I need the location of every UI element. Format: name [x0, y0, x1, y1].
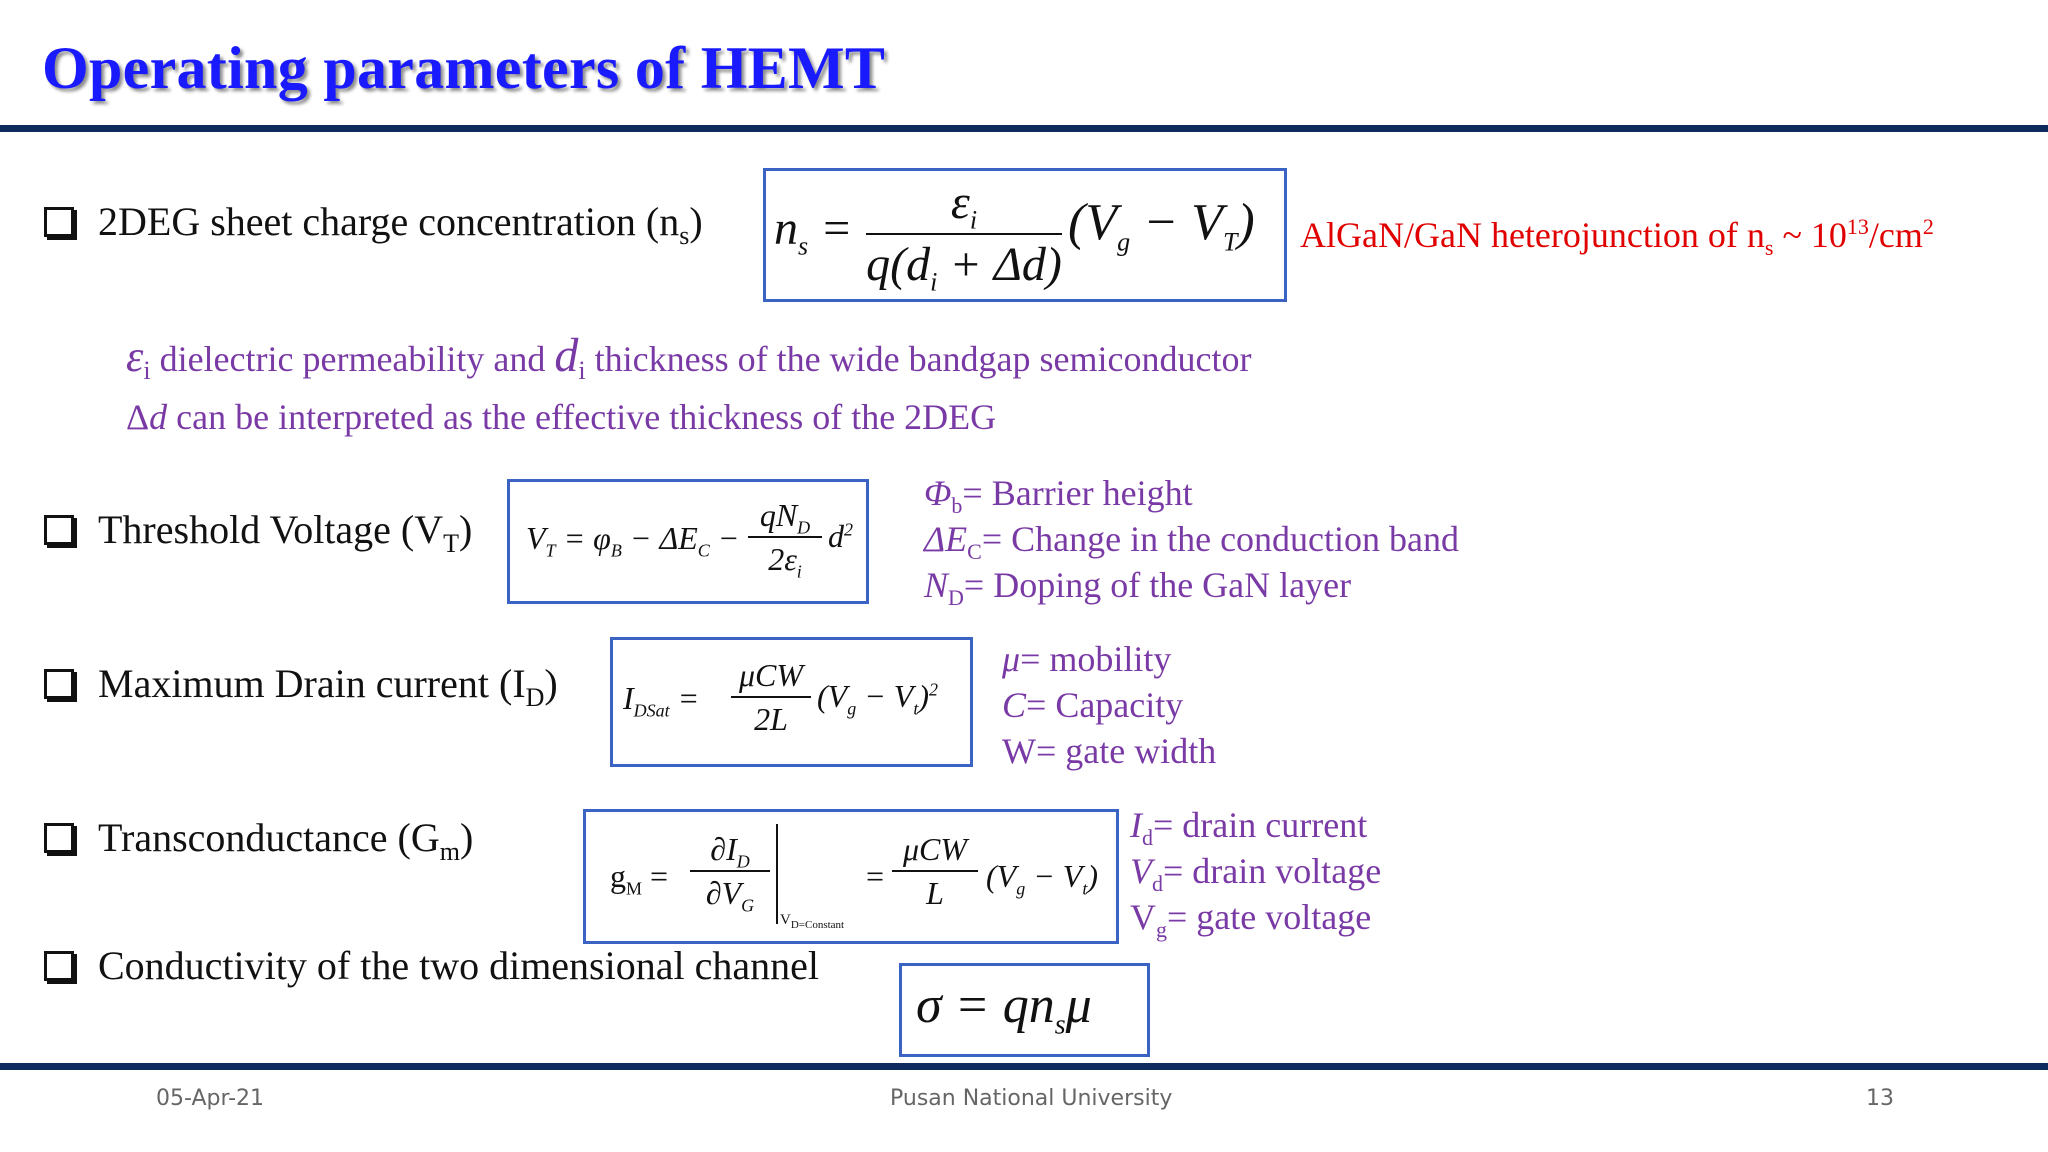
- bullet-square-icon: [44, 951, 74, 981]
- legend-item: W= gate width: [1002, 731, 1217, 771]
- bullet-label-sub: T: [443, 529, 460, 558]
- bullet-square-icon: [44, 823, 74, 853]
- slide-title: Operating parameters of HEMT: [42, 35, 886, 101]
- legend-item: C= Capacity: [1002, 685, 1184, 725]
- bullet-square-icon: [44, 669, 74, 699]
- formula-id: $I_{DSat}$ =: [623, 680, 700, 721]
- formula-id-fraction: μCW 2L: [731, 654, 811, 740]
- formula-vt-tail: $d^2$: [828, 518, 853, 554]
- bullet-conductivity: [44, 942, 819, 989]
- formula-vt-fraction: $qN_D$ $2\varepsilon_i$: [748, 494, 822, 580]
- formula-ns-tail: $(V_g - V_T)$: [1068, 194, 1255, 257]
- top-divider: [0, 125, 2048, 132]
- formula-gm-equals: =: [866, 858, 885, 894]
- bullet-square-icon: [44, 515, 74, 545]
- legend-item: $\Phi_b=$ Barrier height: [924, 473, 1193, 519]
- bullet-label-end: ): [460, 815, 474, 860]
- bullet-threshold-voltage: [44, 506, 473, 558]
- formula-gm-fraction-2: μCW L: [892, 828, 978, 914]
- bullet-label: Transconductance (G: [98, 815, 440, 860]
- heterojunction-note: AlGaN/GaN heterojunction of $n_s$ ~ $10^{13}/cm^2$: [1300, 214, 1934, 261]
- bullet-label: Conductivity of the two dimensional channel: [98, 943, 819, 988]
- legend-transconductance: [1130, 802, 1382, 943]
- formula-gm-evaluation-bar: [776, 824, 778, 924]
- footer-institution: Pusan National University: [890, 1086, 1173, 1111]
- legend-threshold: [924, 470, 1460, 611]
- bullet-label-sub: s: [679, 221, 690, 250]
- bullet-label-end: ): [544, 661, 558, 706]
- bullet-label: 2DEG sheet charge concentration (n: [98, 199, 680, 244]
- bullet-transconductance: [44, 814, 474, 866]
- formula-gm-tail: $(V_g - V_t)$: [986, 858, 1099, 899]
- bullet-label-sub: D: [525, 683, 545, 712]
- description-delta-d: Δd can be interpreted as the effective thickness of the 2DEG: [126, 397, 997, 437]
- formula-vt: $V_T = \varphi_B - \Delta E_C$ −: [526, 520, 740, 561]
- bullet-label: Threshold Voltage (V: [98, 507, 444, 552]
- bullet-2deg: [44, 198, 703, 250]
- formula-sigma-box: [899, 963, 1150, 1057]
- legend-item: $V_d=$ drain voltage: [1130, 851, 1382, 897]
- formula-id-box: [610, 637, 973, 767]
- formula-vt-box: [507, 479, 869, 604]
- bullet-label: Maximum Drain current (I: [98, 661, 526, 706]
- legend-item: $N_D=$ Doping of the GaN layer: [924, 565, 1352, 611]
- formula-ns: $n_s$ =: [774, 202, 853, 261]
- formula-id-tail: $(V_g - V_t)^2$: [817, 678, 939, 719]
- footer-page-number: 13: [1866, 1086, 1894, 1111]
- formula-gm-box: [583, 809, 1119, 944]
- legend-item: $I_d=$ drain current: [1130, 805, 1368, 851]
- bullet-label-end: ): [689, 199, 703, 244]
- description-epsilon-d: $\varepsilon_i$ dielectric permeability and $d_i$ thickness of the wide bandgap semiconductor: [126, 329, 1252, 386]
- formula-gm-condition: $V_{D=Constant}$: [780, 912, 845, 931]
- legend-item: μ= mobility: [1002, 639, 1172, 679]
- formula-sigma: $\sigma = qn_s\mu$: [916, 977, 1092, 1041]
- formula-gm-fraction: $\partial I_D$ $\partial V_G$: [690, 828, 770, 914]
- footer-date: 05-Apr-21: [156, 1086, 265, 1111]
- bottom-divider: [0, 1063, 2048, 1070]
- bullet-label-end: ): [459, 507, 473, 552]
- formula-ns-fraction: $\varepsilon_i$ $q(d_i + \Delta d)$: [866, 173, 1062, 295]
- formula-gm: $g_M$ =: [610, 858, 669, 899]
- bullet-max-drain-current: [44, 660, 558, 712]
- legend-drain-current: [1002, 636, 1216, 774]
- bullet-square-icon: [44, 207, 74, 237]
- bullet-label-sub: m: [439, 837, 460, 866]
- legend-item: $V_g=$ gate voltage: [1130, 897, 1372, 943]
- formula-ns-box: [763, 168, 1287, 302]
- legend-item: $\Delta E_C=$ Change in the conduction band: [924, 519, 1460, 565]
